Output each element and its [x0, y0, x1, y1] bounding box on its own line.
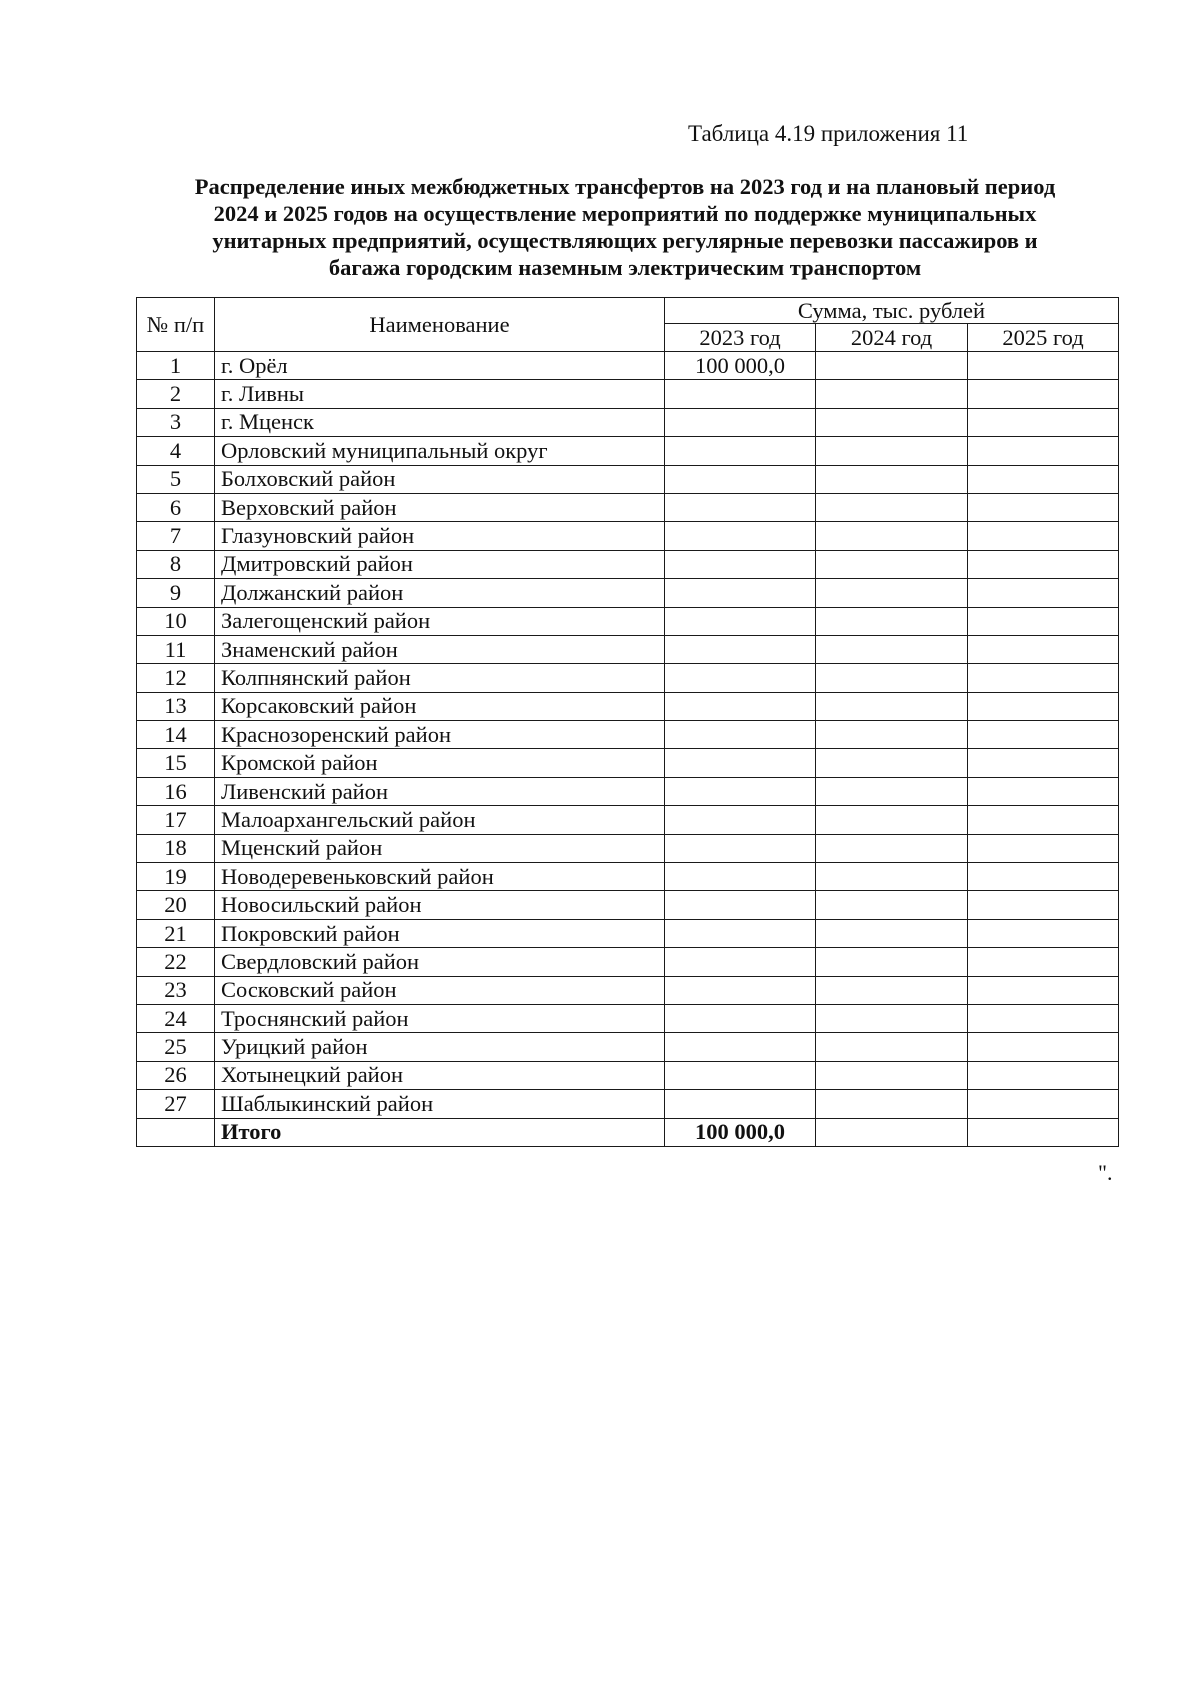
row-number: 27	[137, 1090, 215, 1118]
row-value-2025	[968, 1061, 1119, 1089]
row-value-2024	[816, 352, 968, 380]
row-name: Глазуновский район	[215, 522, 665, 550]
row-value-2024	[816, 465, 968, 493]
row-name: Сосковский район	[215, 976, 665, 1004]
row-name: Верховский район	[215, 493, 665, 521]
row-value-2023	[665, 579, 816, 607]
row-value-2025	[968, 834, 1119, 862]
row-number: 17	[137, 806, 215, 834]
row-value-2024	[816, 834, 968, 862]
row-value-2025	[968, 1004, 1119, 1032]
row-value-2025	[968, 1090, 1119, 1118]
row-name: Дмитровский район	[215, 550, 665, 578]
row-value-2024	[816, 664, 968, 692]
row-value-2024	[816, 1061, 968, 1089]
table-row	[137, 522, 1119, 550]
row-value-2023	[665, 408, 816, 436]
header-name: Наименование	[215, 298, 665, 352]
row-name: Колпнянский район	[215, 664, 665, 692]
row-value-2023	[665, 948, 816, 976]
row-value-2024	[816, 919, 968, 947]
table-row	[137, 437, 1119, 465]
row-value-2025	[968, 579, 1119, 607]
total-value-2023: 100 000,0	[665, 1118, 816, 1146]
row-number: 2	[137, 380, 215, 408]
row-value-2024	[816, 493, 968, 521]
row-value-2025	[968, 976, 1119, 1004]
row-value-2023	[665, 1033, 816, 1061]
row-value-2024	[816, 579, 968, 607]
row-value-2023	[665, 607, 816, 635]
row-value-2024	[816, 635, 968, 663]
row-number: 7	[137, 522, 215, 550]
row-number: 16	[137, 777, 215, 805]
row-value-2023	[665, 692, 816, 720]
row-number: 4	[137, 437, 215, 465]
row-value-2025	[968, 522, 1119, 550]
row-value-2025	[968, 635, 1119, 663]
table-row	[137, 834, 1119, 862]
title-line: Распределение иных межбюджетных трансфертов на 2023 год и на плановый период	[194, 174, 1056, 199]
row-value-2023	[665, 863, 816, 891]
row-value-2025	[968, 721, 1119, 749]
row-value-2025	[968, 863, 1119, 891]
header-sum-group: Сумма, тыс. рублей	[665, 298, 1119, 324]
row-name: Знаменский район	[215, 635, 665, 663]
table-row	[137, 863, 1119, 891]
row-value-2024	[816, 721, 968, 749]
row-value-2024	[816, 607, 968, 635]
row-value-2024	[816, 408, 968, 436]
table-row	[137, 806, 1119, 834]
table-row	[137, 1061, 1119, 1089]
row-name: г. Ливны	[215, 380, 665, 408]
row-value-2025	[968, 380, 1119, 408]
row-value-2025	[968, 948, 1119, 976]
row-number: 23	[137, 976, 215, 1004]
row-number: 18	[137, 834, 215, 862]
row-value-2023	[665, 834, 816, 862]
row-value-2023	[665, 749, 816, 777]
row-name: Хотынецкий район	[215, 1061, 665, 1089]
row-number: 10	[137, 607, 215, 635]
table-reference: Таблица 4.19 приложения 11	[688, 121, 969, 146]
table-row	[137, 692, 1119, 720]
row-value-2023	[665, 635, 816, 663]
row-name: Кромской район	[215, 749, 665, 777]
row-number: 20	[137, 891, 215, 919]
row-number: 8	[137, 550, 215, 578]
row-value-2024	[816, 550, 968, 578]
table-row	[137, 579, 1119, 607]
table-row	[137, 664, 1119, 692]
row-value-2025	[968, 749, 1119, 777]
row-value-2024	[816, 863, 968, 891]
table-row	[137, 891, 1119, 919]
row-value-2024	[816, 1090, 968, 1118]
row-value-2023	[665, 919, 816, 947]
table-row	[137, 550, 1119, 578]
row-value-2024	[816, 1033, 968, 1061]
row-value-2025	[968, 806, 1119, 834]
table-row	[137, 352, 1119, 380]
row-value-2023	[665, 437, 816, 465]
title-line: багажа городским наземным электрическим транспортом	[328, 255, 922, 280]
row-number: 1	[137, 352, 215, 380]
table-row	[137, 919, 1119, 947]
table-row	[137, 749, 1119, 777]
row-name: Должанский район	[215, 579, 665, 607]
row-value-2025	[968, 550, 1119, 578]
total-value-2025	[968, 1118, 1119, 1146]
row-value-2023	[665, 891, 816, 919]
header-year-2023: 2023 год	[665, 324, 816, 352]
table-row	[137, 380, 1119, 408]
row-value-2024	[816, 437, 968, 465]
row-number: 15	[137, 749, 215, 777]
row-number: 21	[137, 919, 215, 947]
row-value-2024	[816, 380, 968, 408]
table-body	[137, 298, 1119, 1147]
row-value-2024	[816, 692, 968, 720]
row-value-2024	[816, 522, 968, 550]
header-year-2025: 2025 год	[968, 324, 1119, 352]
row-name: Троснянский район	[215, 1004, 665, 1032]
row-number: 6	[137, 493, 215, 521]
row-number: 14	[137, 721, 215, 749]
table-row	[137, 493, 1119, 521]
row-value-2024	[816, 1004, 968, 1032]
row-value-2023	[665, 522, 816, 550]
row-value-2023	[665, 1004, 816, 1032]
row-name: Шаблыкинский район	[215, 1090, 665, 1118]
row-value-2025	[968, 465, 1119, 493]
row-number: 26	[137, 1061, 215, 1089]
table-row	[137, 948, 1119, 976]
title-line: 2024 и 2025 годов на осуществление мероприятий по поддержке муниципальных	[213, 201, 1037, 226]
table-row	[137, 1004, 1119, 1032]
total-label: Итого	[215, 1118, 665, 1146]
header-year-2024: 2024 год	[816, 324, 968, 352]
row-name: Мценский район	[215, 834, 665, 862]
row-name: Новодеревеньковский район	[215, 863, 665, 891]
row-name: Покровский район	[215, 919, 665, 947]
table-row	[137, 976, 1119, 1004]
row-value-2024	[816, 777, 968, 805]
row-value-2024	[816, 749, 968, 777]
row-number: 13	[137, 692, 215, 720]
total-number-cell	[137, 1118, 215, 1146]
row-name: Корсаковский район	[215, 692, 665, 720]
row-value-2025	[968, 1033, 1119, 1061]
row-value-2025	[968, 408, 1119, 436]
row-number: 5	[137, 465, 215, 493]
row-number: 9	[137, 579, 215, 607]
row-value-2025	[968, 493, 1119, 521]
row-value-2023	[665, 550, 816, 578]
row-value-2025	[968, 607, 1119, 635]
row-name: г. Мценск	[215, 408, 665, 436]
row-value-2024	[816, 948, 968, 976]
row-name: Свердловский район	[215, 948, 665, 976]
row-name: Новосильский район	[215, 891, 665, 919]
table-row	[137, 635, 1119, 663]
table-row	[137, 1033, 1119, 1061]
total-value-2024	[816, 1118, 968, 1146]
row-name: Ливенский район	[215, 777, 665, 805]
table-row	[137, 721, 1119, 749]
row-value-2024	[816, 891, 968, 919]
header-number: № п/п	[137, 298, 215, 352]
table-row	[137, 408, 1119, 436]
row-value-2025	[968, 664, 1119, 692]
table-row	[137, 1090, 1119, 1118]
row-value-2025	[968, 352, 1119, 380]
row-number: 11	[137, 635, 215, 663]
row-value-2023	[665, 1061, 816, 1089]
row-value-2025	[968, 919, 1119, 947]
row-number: 3	[137, 408, 215, 436]
table-row	[137, 465, 1119, 493]
row-number: 19	[137, 863, 215, 891]
table-row	[137, 607, 1119, 635]
header-row	[137, 298, 1119, 324]
document-title	[130, 173, 1120, 281]
row-value-2023	[665, 777, 816, 805]
row-name: Болховский район	[215, 465, 665, 493]
row-name: Урицкий район	[215, 1033, 665, 1061]
row-value-2023	[665, 493, 816, 521]
row-value-2023	[665, 664, 816, 692]
row-value-2023	[665, 1090, 816, 1118]
row-value-2025	[968, 437, 1119, 465]
row-name: Малоархангельский район	[215, 806, 665, 834]
row-value-2023	[665, 721, 816, 749]
title-line: унитарных предприятий, осуществляющих регулярные перевозки пассажиров и	[212, 228, 1038, 253]
table-row	[137, 777, 1119, 805]
row-number: 24	[137, 1004, 215, 1032]
total-row	[137, 1118, 1119, 1146]
row-value-2025	[968, 891, 1119, 919]
row-value-2023	[665, 976, 816, 1004]
transfers-table	[136, 297, 1119, 1147]
row-name: г. Орёл	[215, 352, 665, 380]
row-name: Орловский муниципальный округ	[215, 437, 665, 465]
row-number: 12	[137, 664, 215, 692]
row-value-2025	[968, 692, 1119, 720]
row-name: Краснозоренский район	[215, 721, 665, 749]
closing-quote-mark: ".	[1098, 1160, 1113, 1185]
row-value-2023	[665, 380, 816, 408]
row-value-2023	[665, 465, 816, 493]
row-name: Залегощенский район	[215, 607, 665, 635]
row-value-2024	[816, 976, 968, 1004]
row-value-2024	[816, 806, 968, 834]
row-value-2023	[665, 806, 816, 834]
row-value-2023: 100 000,0	[665, 352, 816, 380]
row-number: 22	[137, 948, 215, 976]
row-value-2025	[968, 777, 1119, 805]
row-number: 25	[137, 1033, 215, 1061]
